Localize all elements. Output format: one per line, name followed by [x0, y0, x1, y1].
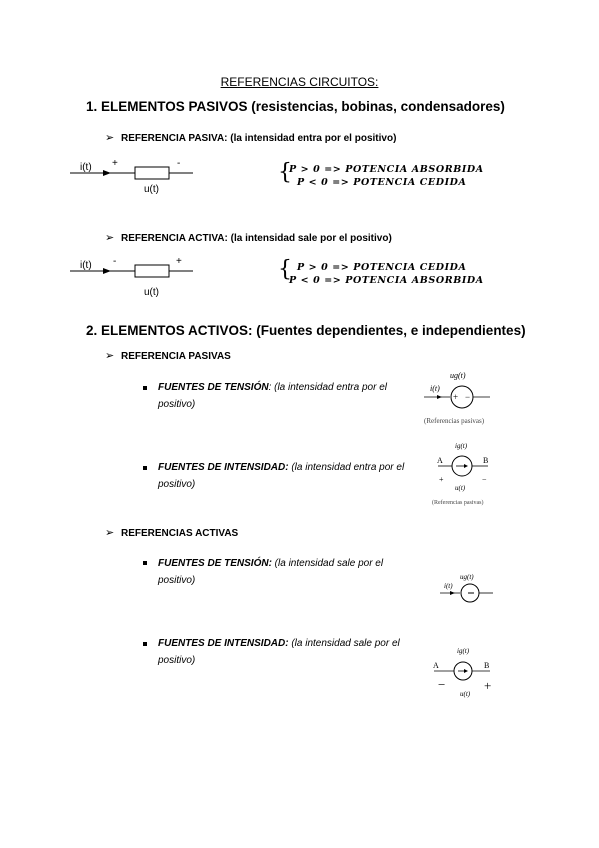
ref-pasiva-label: REFERENCIA PASIVA: (la intensidad entra por el positivo): [121, 133, 397, 144]
current-arrow-icon: [103, 268, 111, 274]
svg-text:i(t): i(t): [430, 384, 440, 393]
current-arrow-icon: [103, 170, 111, 176]
minus-sign: -: [177, 158, 181, 169]
power-eq-1: P > 0 => POTENCIA CEDIDA: [297, 262, 467, 273]
resistor-box: [135, 167, 169, 179]
section-1-heading: 1. ELEMENTOS PASIVOS (resistencias, bobinas, condensadores): [86, 99, 505, 114]
current-label: i(t): [80, 260, 92, 271]
activas-intensidad-text: FUENTES DE INTENSIDAD: (la intensidad sale por el positivo): [158, 638, 400, 666]
resistor-box: [135, 265, 169, 277]
power-eq-1: P > 0 => POTENCIA ABSORBIDA: [289, 164, 484, 175]
arrow-bullet-icon: ➢: [105, 350, 115, 362]
power-eq-2: P < 0 => POTENCIA CEDIDA: [297, 177, 467, 188]
svg-text:−: −: [482, 475, 487, 484]
pasivas-tension-text: FUENTES DE TENSIÓN: (la intensidad entra por el positivo): [158, 382, 387, 410]
voltage-label: u(t): [144, 287, 159, 298]
page-title: REFERENCIAS CIRCUITOS:: [220, 75, 379, 89]
svg-text:(Referencias pasivas): (Referencias pasivas): [424, 417, 485, 425]
arrow-bullet-icon: ➢: [105, 132, 115, 144]
plus-sign: +: [176, 256, 182, 267]
ref-pasivas-label: REFERENCIA PASIVAS: [121, 351, 231, 362]
ref-activa-label: REFERENCIA ACTIVA: (la intensidad sale por el positivo): [121, 233, 392, 244]
current-source-pasiva-diagram: [430, 439, 505, 509]
power-eq-2: P < 0 => POTENCIA ABSORBIDA: [289, 275, 484, 286]
svg-text:(Referencias pasivas): (Referencias pasivas): [432, 500, 484, 506]
square-bullet-icon: [143, 386, 147, 390]
svg-text:−: −: [465, 392, 471, 402]
svg-text:A: A: [433, 661, 439, 670]
voltage-label: u(t): [144, 184, 159, 195]
svg-text:+: +: [484, 678, 492, 693]
svg-text:u(t): u(t): [455, 484, 466, 492]
svg-text:u(t): u(t): [460, 690, 471, 698]
square-bullet-icon: [143, 561, 147, 565]
svg-text:ug(t): ug(t): [460, 573, 474, 581]
arrow-bullet-icon: ➢: [105, 232, 115, 244]
svg-text:+: +: [439, 475, 444, 484]
svg-text:ug(t): ug(t): [450, 371, 466, 380]
svg-text:B: B: [483, 456, 489, 465]
svg-text:A: A: [437, 456, 443, 465]
square-bullet-icon: [143, 642, 147, 646]
voltage-source-pasiva-diagram: [420, 368, 505, 430]
svg-text:ig(t): ig(t): [455, 442, 468, 450]
pasivas-intensidad-text: FUENTES DE INTENSIDAD: (la intensidad entra por el positivo): [158, 462, 405, 490]
svg-text:+: +: [453, 392, 459, 402]
svg-text:B: B: [484, 661, 490, 670]
svg-text:ig(t): ig(t): [457, 647, 470, 655]
current-label: i(t): [80, 162, 92, 173]
plus-sign: +: [112, 158, 118, 169]
voltage-source-activa-diagram: [438, 570, 503, 610]
current-source-activa-diagram: [428, 644, 503, 699]
minus-sign: -: [113, 256, 117, 267]
activas-tension-text: FUENTES DE TENSIÓN: (la intensidad sale por el positivo): [158, 558, 384, 586]
brace-icon: {: [278, 160, 292, 185]
svg-text:−: −: [438, 677, 446, 692]
section-2-heading: 2. ELEMENTOS ACTIVOS: (Fuentes dependientes, e independientes): [86, 323, 526, 338]
arrow-bullet-icon: ➢: [105, 527, 115, 539]
ref-activas-label: REFERENCIAS ACTIVAS: [121, 528, 239, 539]
brace-icon: {: [278, 257, 292, 282]
svg-text:i(t): i(t): [444, 582, 453, 590]
square-bullet-icon: [143, 466, 147, 470]
